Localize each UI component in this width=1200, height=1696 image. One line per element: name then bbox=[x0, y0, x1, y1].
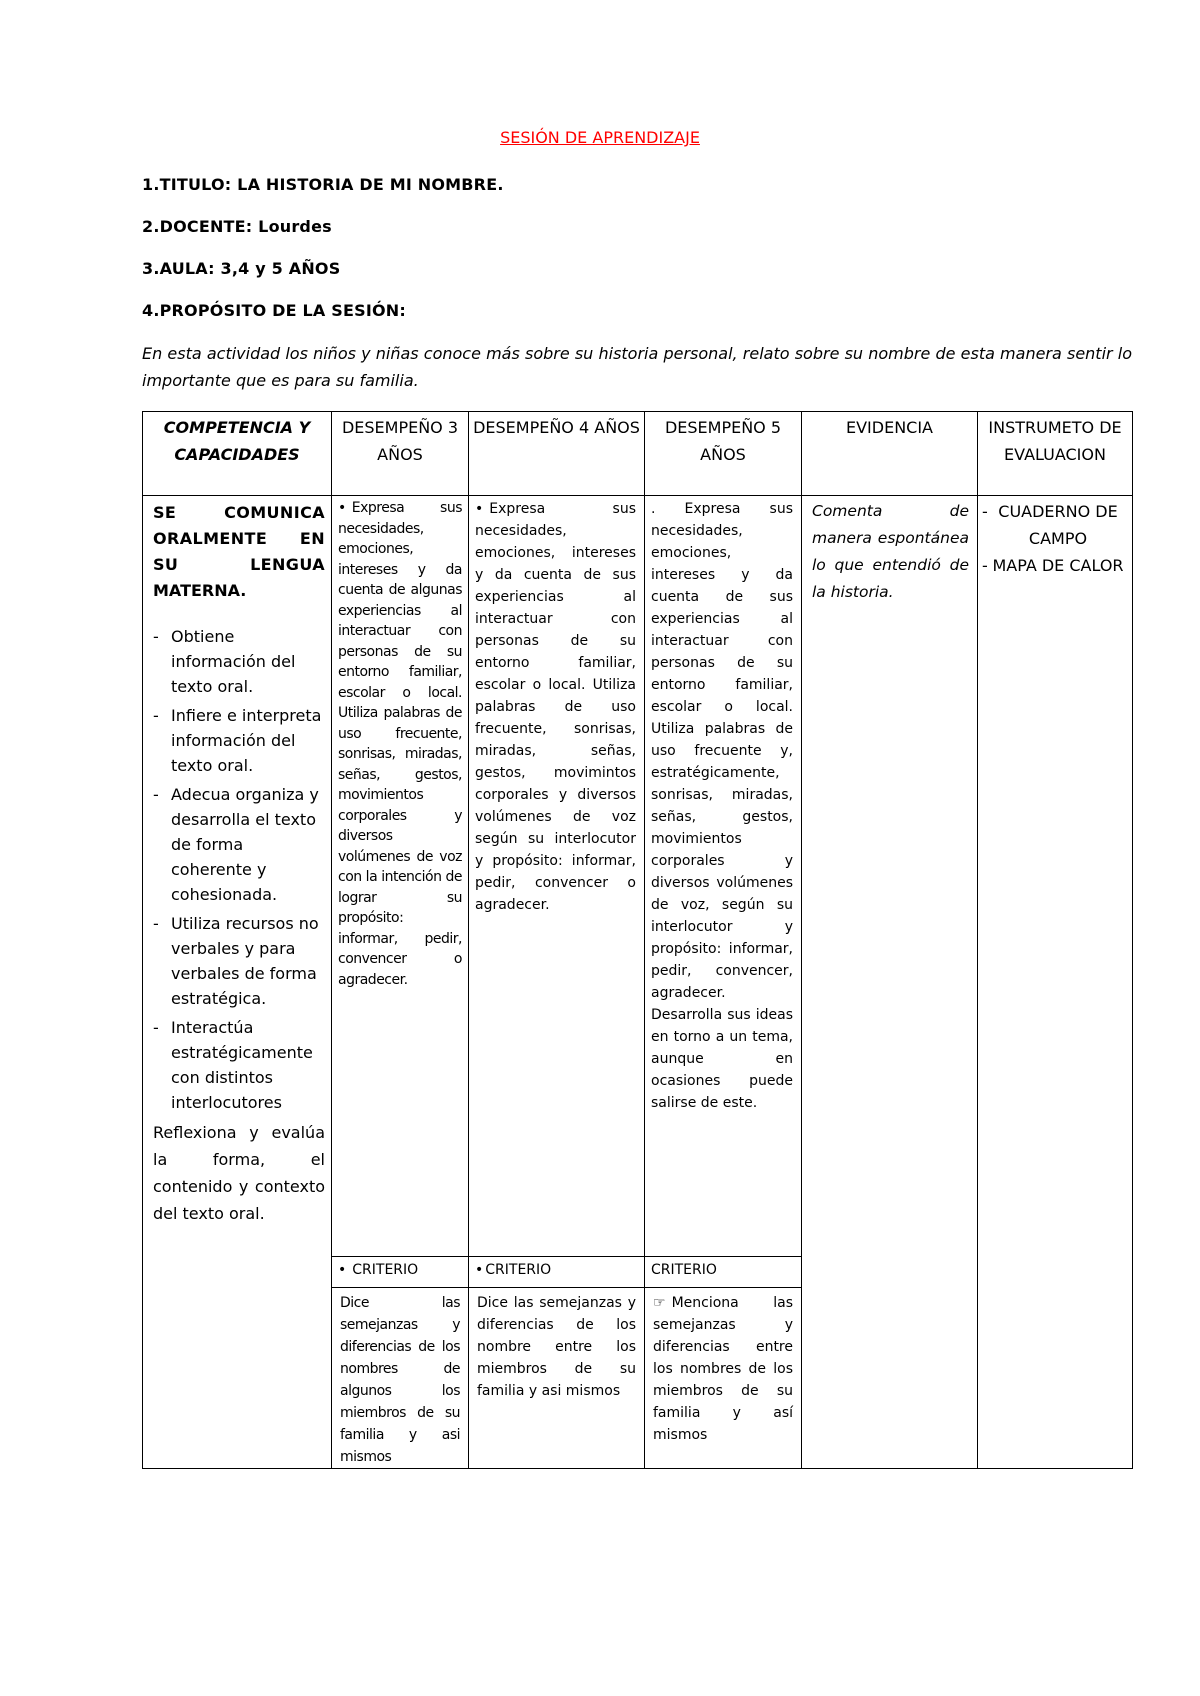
document-title: SESIÓN DE APRENDIZAJE bbox=[500, 128, 700, 147]
desempeno-4-cell: • Expresa sus necesidades, emociones, intereses y da cuenta de sus experiencias al interactuar con personas de su entorno familiar, escolar o local. Utiliza palabras de uso frecuente, sonrisas, miradas, señas, gestos, movimintos corporales y diversos volúmenes de voz según su interlocutor y propósito: informar, pedir, convencer o agradecer. bbox=[475, 501, 636, 913]
reflexiona-text: Reflexiona y evalúa la forma, el contenido y contexto del texto oral. bbox=[153, 1123, 325, 1223]
list-item: - Utiliza recursos no verbales y para verbales de forma estratégica. bbox=[153, 914, 319, 1008]
bullet-icon: • bbox=[338, 500, 346, 516]
header-desempeno-3: DESEMPEÑO 3 AÑOS bbox=[341, 418, 459, 464]
titulo-line: 1.TITULO: LA HISTORIA DE MI NOMBRE. bbox=[142, 175, 504, 194]
criterio-label-4: • CRITERIO bbox=[475, 1262, 552, 1278]
desempeno-5-cell: . Expresa sus necesidades, emociones, intereses y da cuenta de sus experiencias al interactuar con personas de su entorno familiar, escolar o local. Utiliza palabras de uso frecuente y, estratégicamente, sonrisas, miradas, señas, gestos, movimientos corporales y diversos volúmenes de voz, según su interlocutor y propósito: informar, pedir, convencer, agradecer. Desarrolla sus ideas en torno a un tema, aunque en ocasiones puede salirse de este. bbox=[651, 501, 793, 1111]
header-competencia: COMPETENCIA Y CAPACIDADES bbox=[163, 418, 311, 464]
list-item: - Infiere e interpreta información del texto oral. bbox=[153, 706, 322, 775]
competencia-title-3: SU LENGUA bbox=[153, 555, 325, 574]
instrumento-cell bbox=[978, 496, 1132, 579]
bullet-icon: • bbox=[475, 501, 484, 517]
docente-line: 2.DOCENTE: Lourdes bbox=[142, 217, 332, 236]
criterio-4-text: Dice las semejanzas y diferencias de los nombre entre los miembros de su familia y asi mismos bbox=[477, 1295, 636, 1399]
competencia-title-1: SE COMUNICA bbox=[153, 503, 325, 522]
header-desempeno-4: DESEMPEÑO 4 AÑOS bbox=[473, 418, 640, 437]
evidencia-cell: Comenta de manera espontánea lo que entendió de la historia. bbox=[812, 502, 969, 601]
competencia-title-2: ORALMENTE EN bbox=[153, 529, 325, 548]
list-item: - Obtiene información del texto oral. bbox=[153, 627, 296, 696]
capacidades-list bbox=[153, 624, 325, 1115]
competencia-title-4: MATERNA. bbox=[153, 581, 247, 600]
instrumento-item: - MAPA DE CALOR bbox=[982, 556, 1124, 575]
proposito-text: En esta actividad los niños y niñas conoce más sobre su historia personal, relato sobre su nombre de esta manera sentir lo importante que es para su familia. bbox=[142, 344, 1132, 390]
criterio-3-text: Dice las semejanzas y diferencias de los nombres de algunos los miembros de su familia y asi mismos bbox=[340, 1295, 460, 1465]
proposito-heading: 4.PROPÓSITO DE LA SESIÓN: bbox=[142, 301, 406, 320]
criterio-5-cell: ☞ Menciona las semejanzas y diferencias entre los nombres de los miembros de su familia y así mismos bbox=[653, 1295, 793, 1443]
criterio-label-3: • CRITERIO bbox=[338, 1262, 419, 1278]
header-evidencia: EVIDENCIA bbox=[845, 418, 933, 437]
table-body-row bbox=[143, 496, 1133, 1257]
aula-line: 3.AULA: 3,4 y 5 AÑOS bbox=[142, 259, 341, 278]
header-instrumento: INSTRUMETO DE EVALUACION bbox=[988, 418, 1122, 464]
table-header-row bbox=[143, 412, 1133, 496]
session-table bbox=[142, 411, 1133, 1469]
instrumento-item: - CUADERNO DE CAMPO bbox=[982, 502, 1118, 548]
competencia-cell bbox=[143, 496, 331, 1227]
criterio-label-5: CRITERIO bbox=[651, 1262, 717, 1278]
list-item: - Interactúa estratégicamente con distintos interlocutores bbox=[153, 1018, 313, 1112]
header-desempeno-5: DESEMPEÑO 5 AÑOS bbox=[664, 418, 782, 464]
hand-icon: ☞ bbox=[653, 1295, 666, 1311]
desempeno-3-cell: • Expresa sus necesidades, emociones, intereses y da cuenta de algunas experiencias al interactuar con personas de su entorno familiar, escolar o local. Utiliza palabras de uso frecuente, sonrisas, miradas, señas, gestos, movimientos corporales y diversos volúmenes de voz con la intención de lograr su propósito: informar, pedir, convencer o agradecer. bbox=[338, 500, 462, 988]
list-item: - Adecua organiza y desarrolla el texto de forma coherente y cohesionada. bbox=[153, 785, 319, 904]
